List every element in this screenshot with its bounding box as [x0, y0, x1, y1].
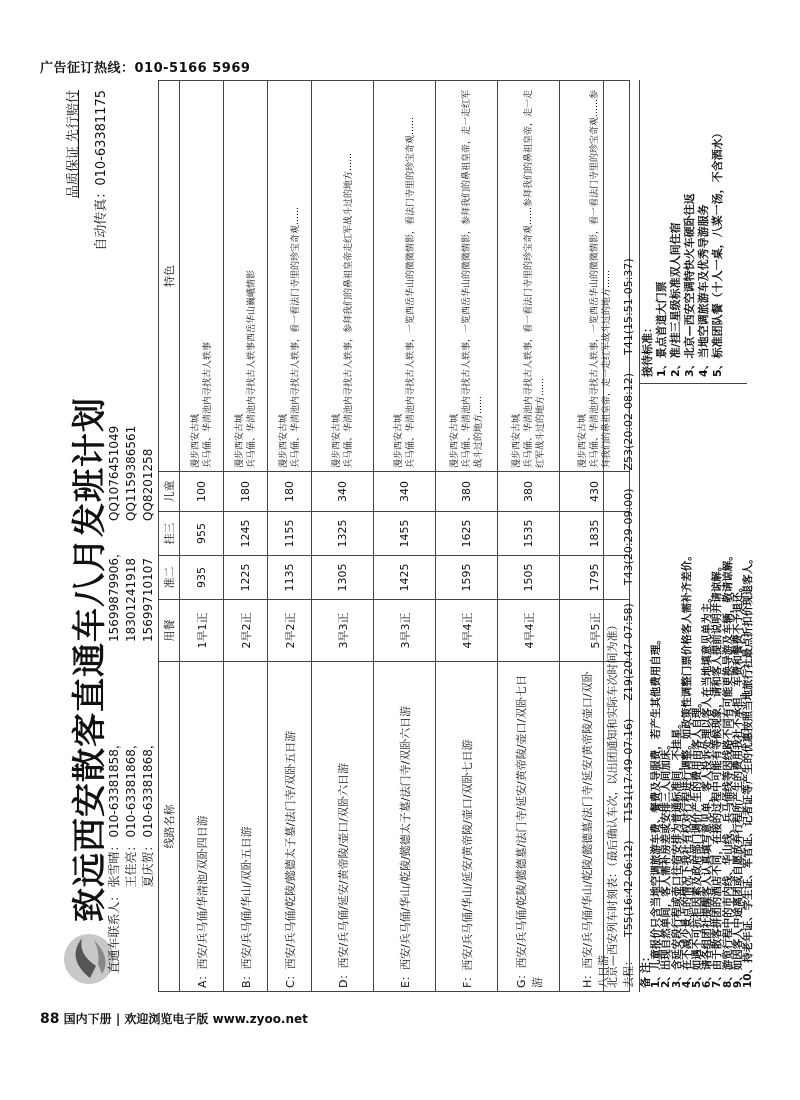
- col-quasi2: 准二: [159, 556, 180, 600]
- route-meals: 3早3正: [312, 600, 374, 662]
- route-price-child: 180: [268, 472, 312, 512]
- route-price-h3: 1625: [436, 512, 498, 556]
- route-price-q2: 1595: [436, 556, 498, 600]
- route-meals: 4早4正: [498, 600, 560, 662]
- bottom-section: [639, 80, 755, 992]
- route-price-child: 340: [312, 472, 374, 512]
- table-row: [436, 81, 498, 992]
- route-price-q2: 1425: [374, 556, 436, 600]
- note-item: 10、持老年证、学生证、军官证、记者证等产生的优惠按照当地旅行社最点折扣价现退客人。: [742, 553, 755, 988]
- table-row: [374, 81, 436, 992]
- route-price-child: 180: [224, 472, 268, 512]
- route-feature: 漫步西安古城 兵马俑、华清池内寻找古人轶事，看一看法门寺里的珍宝奇观……: [268, 81, 312, 472]
- route-name: D：西安/兵马俑/延安/黄帝陵/壶口/双卧六日游: [312, 662, 374, 992]
- route-name: F：西安/兵马俑/华山/延安/黄帝陵/壶口/双卧七日游: [436, 662, 498, 992]
- route-price-q2: 1305: [312, 556, 374, 600]
- train-item: T43(20:29-09:00): [622, 488, 635, 586]
- route-feature: 漫步西安古城 兵马俑、华清池内寻找古人轶事，一览西岳华山的微微情影，看一看法门寺里的珍宝奇观……参拜我们的鼻祖皇帝，走一走红军战斗过的地方……: [560, 81, 630, 472]
- contact-mobile: 18301241918: [124, 557, 138, 642]
- train-item: Z19(20:47-07:58): [622, 603, 635, 701]
- contact-qq: QQ1159386561: [124, 425, 138, 521]
- table-row: [268, 81, 312, 992]
- contact-phone: 010-63381868，: [124, 737, 138, 838]
- table-row: [224, 81, 268, 992]
- contact-name: 王佳亮：: [124, 839, 138, 888]
- route-price-q2: 1505: [498, 556, 560, 600]
- standard-item: 1、景点首道大门票: [655, 281, 668, 377]
- route-feature: 漫步西安古城 兵马俑、华清池内寻找古人轶事，一览西岳华山的微微情影，看法门寺里的珍宝奇观……: [374, 81, 436, 472]
- route-price-child: 380: [436, 472, 498, 512]
- train-line: [621, 80, 636, 992]
- route-price-h3: 1835: [560, 512, 630, 556]
- contact-qq: QQ1076451049: [107, 425, 121, 521]
- notes-block: [639, 384, 755, 992]
- auto-fax: 自动传真：010-63381175: [94, 90, 109, 251]
- contact-mobile: 15699879906，: [107, 545, 121, 642]
- note-item: 9、如因客人中途离团或自愿放弃行程所产生的费用我社不承担，车费和餐费不予退还。: [731, 581, 744, 988]
- page-title: 致远西安散客直通车八月发班计划: [70, 397, 110, 922]
- note-item: 3、含延安段行程或壶口往宿安排为普通标准间，不挂星。: [670, 718, 683, 988]
- note-item: 4、在不减少景点的情况下我社有权对行程进行调整。如政策性调整门票价格客人需补齐差价。: [680, 550, 693, 988]
- rotated-page: [56, 80, 755, 992]
- contact-label: 直通车联系人：: [107, 889, 121, 974]
- col-meals: 用餐: [159, 600, 180, 662]
- ad-hotline: 广告征订热线：010-5166 5969: [40, 61, 251, 76]
- train-direction: 去程：: [622, 955, 635, 988]
- route-price-q2: 1135: [268, 556, 312, 600]
- table-row: [312, 81, 374, 992]
- train-heading: 北京—西安列车时刻表：（最后确认车次，以出团通知和实际车次时间为准）: [603, 80, 621, 992]
- table-row: [498, 81, 560, 992]
- note-item: 1、儿童报价只含当地空调旅游车费、餐费及导服费，若产生其他费用自理。: [650, 634, 663, 988]
- notes-title: 备 注：: [639, 951, 652, 988]
- quality-guarantee: 品质保证 先行赔付: [66, 90, 81, 199]
- standard-item: 3、北京—西安空调特快火车硬卧往返: [683, 193, 696, 377]
- route-meals: 2早2正: [224, 600, 268, 662]
- table-row: [180, 81, 224, 992]
- col-child: 儿童: [159, 472, 180, 512]
- route-name: H：西安/兵马俑/华山/乾陵/懿德墓/法门寺/延安/黄帝陵/壶口/双卧八日游: [560, 662, 630, 992]
- route-price-q2: 1225: [224, 556, 268, 600]
- route-feature: 漫步西安古城 兵马俑、华清池内寻找古人轶事，参拜我们的鼻祖皇帝走红军战斗过的地方……: [312, 81, 374, 472]
- train-schedule: [603, 80, 636, 992]
- contact-mobile: 15699710107: [141, 557, 155, 642]
- standard-item: 4、当地空调旅游车及优秀导游服务: [697, 204, 710, 377]
- train-item: T55(16:42-06:12): [622, 840, 635, 937]
- route-price-h3: 1155: [268, 512, 312, 556]
- route-feature: 漫步西安古城 兵马俑、华清池内寻找古人轶事西岳华山巍峨情影: [224, 81, 268, 472]
- train-item: T41(15:51-05:37): [622, 258, 635, 355]
- page-number: 88: [40, 1011, 60, 1027]
- standard-item: 2、准/挂三星级标准双人间住宿: [669, 222, 682, 377]
- note-item: 2、出现自然单间，客人需补房差或安排三人间加床。: [660, 739, 673, 988]
- route-price-h3: 1245: [224, 512, 268, 556]
- contact-name: 张雪晴：: [107, 839, 121, 888]
- route-feature: 漫步西安古城 兵马俑、华清池内寻找古人轶事，一览西岳华山的微微情影，参拜我们的鼻祖皇帝，走一走红军战斗过的地方……: [436, 81, 498, 472]
- rotated-content: [56, 80, 755, 992]
- route-meals: 4早4正: [436, 600, 498, 662]
- note-item: 6、请各组团社提醒客人认真填写意见单，客人投诉处理以客人在当地填意见单为主。: [701, 592, 714, 988]
- route-meals: 3早3正: [374, 600, 436, 662]
- contact-phone: 010-63381858，: [107, 737, 121, 838]
- note-item: 7、由于散客拼团的酒店不同，在接的过程中可能有等候现象，请和客人提前说明并请谅解。: [711, 560, 724, 988]
- route-feature: 漫步西安古城 兵马俑、华清池内寻找古人轶事，看一看法门寺里的珍宝奇观……参拜我们的鼻祖皇帝，走一走红军战斗过的地方……: [498, 81, 560, 472]
- standards-title: 接待标准：: [641, 322, 654, 377]
- route-meals: 5早5正: [560, 600, 630, 662]
- route-price-h3: 1455: [374, 512, 436, 556]
- contact-block: [106, 372, 157, 992]
- standard-item: 5、标准团队餐（十人一桌，八菜一汤，不含酒水）: [711, 127, 724, 377]
- col-feature: 特色: [159, 81, 180, 472]
- route-name: C：西安/兵马俑/乾陵/懿德太子墓/法门寺/双卧五日游: [268, 662, 312, 992]
- routes-table: [158, 80, 630, 992]
- route-name: A：西安/兵马俑/华清池/双卧四日游: [180, 662, 224, 992]
- standards-block: [640, 80, 747, 384]
- route-price-q2: 935: [180, 556, 224, 600]
- route-name: E：西安/兵马俑/华山/乾陵/懿德太子墓/法门寺/双卧六日游: [374, 662, 436, 992]
- note-item: 5、如遇不可抗拒因素及政府部门调价产生的费用由客人自理。: [691, 697, 704, 988]
- route-name: G：西安/兵马俑/乾陵/懿德墓/法门寺/延安/黄帝陵/壶口/双卧七日游: [498, 662, 560, 992]
- route-name: B：西安/兵马俑/华山/双卧五日游: [224, 662, 268, 992]
- table-header-row: [159, 81, 180, 992]
- contact-phone: 010-63381868，: [141, 737, 155, 838]
- route-feature: 漫步西安古城 兵马俑、华清池内寻找古人轶事: [180, 81, 224, 472]
- route-price-q2: 1795: [560, 556, 630, 600]
- col-route: 线路名称: [159, 662, 180, 992]
- note-item: 8、游览行程中的市内线、华山线、兵马俑线等因线路不同有可能更换导游及车辆，敬请谅解。: [721, 550, 734, 988]
- footer-text: 国内下册 | 欢迎浏览电子版 www.zyoo.net: [63, 1012, 308, 1026]
- route-price-child: 430: [560, 472, 630, 512]
- route-price-h3: 955: [180, 512, 224, 556]
- route-price-h3: 1535: [498, 512, 560, 556]
- train-item: Z53(20:02-08:12): [622, 372, 635, 471]
- route-price-child: 340: [374, 472, 436, 512]
- route-meals: 2早2正: [268, 600, 312, 662]
- route-price-child: 380: [498, 472, 560, 512]
- route-price-h3: 1325: [312, 512, 374, 556]
- contact-qq: QQ8201258: [141, 448, 155, 521]
- route-meals: 1早1正: [180, 600, 224, 662]
- train-item: T151(17:49-07:16): [622, 718, 635, 823]
- page-footer: [40, 1010, 308, 1027]
- route-price-child: 100: [180, 472, 224, 512]
- contact-name: 夏庆贺：: [141, 839, 155, 888]
- col-hang3: 挂三: [159, 512, 180, 556]
